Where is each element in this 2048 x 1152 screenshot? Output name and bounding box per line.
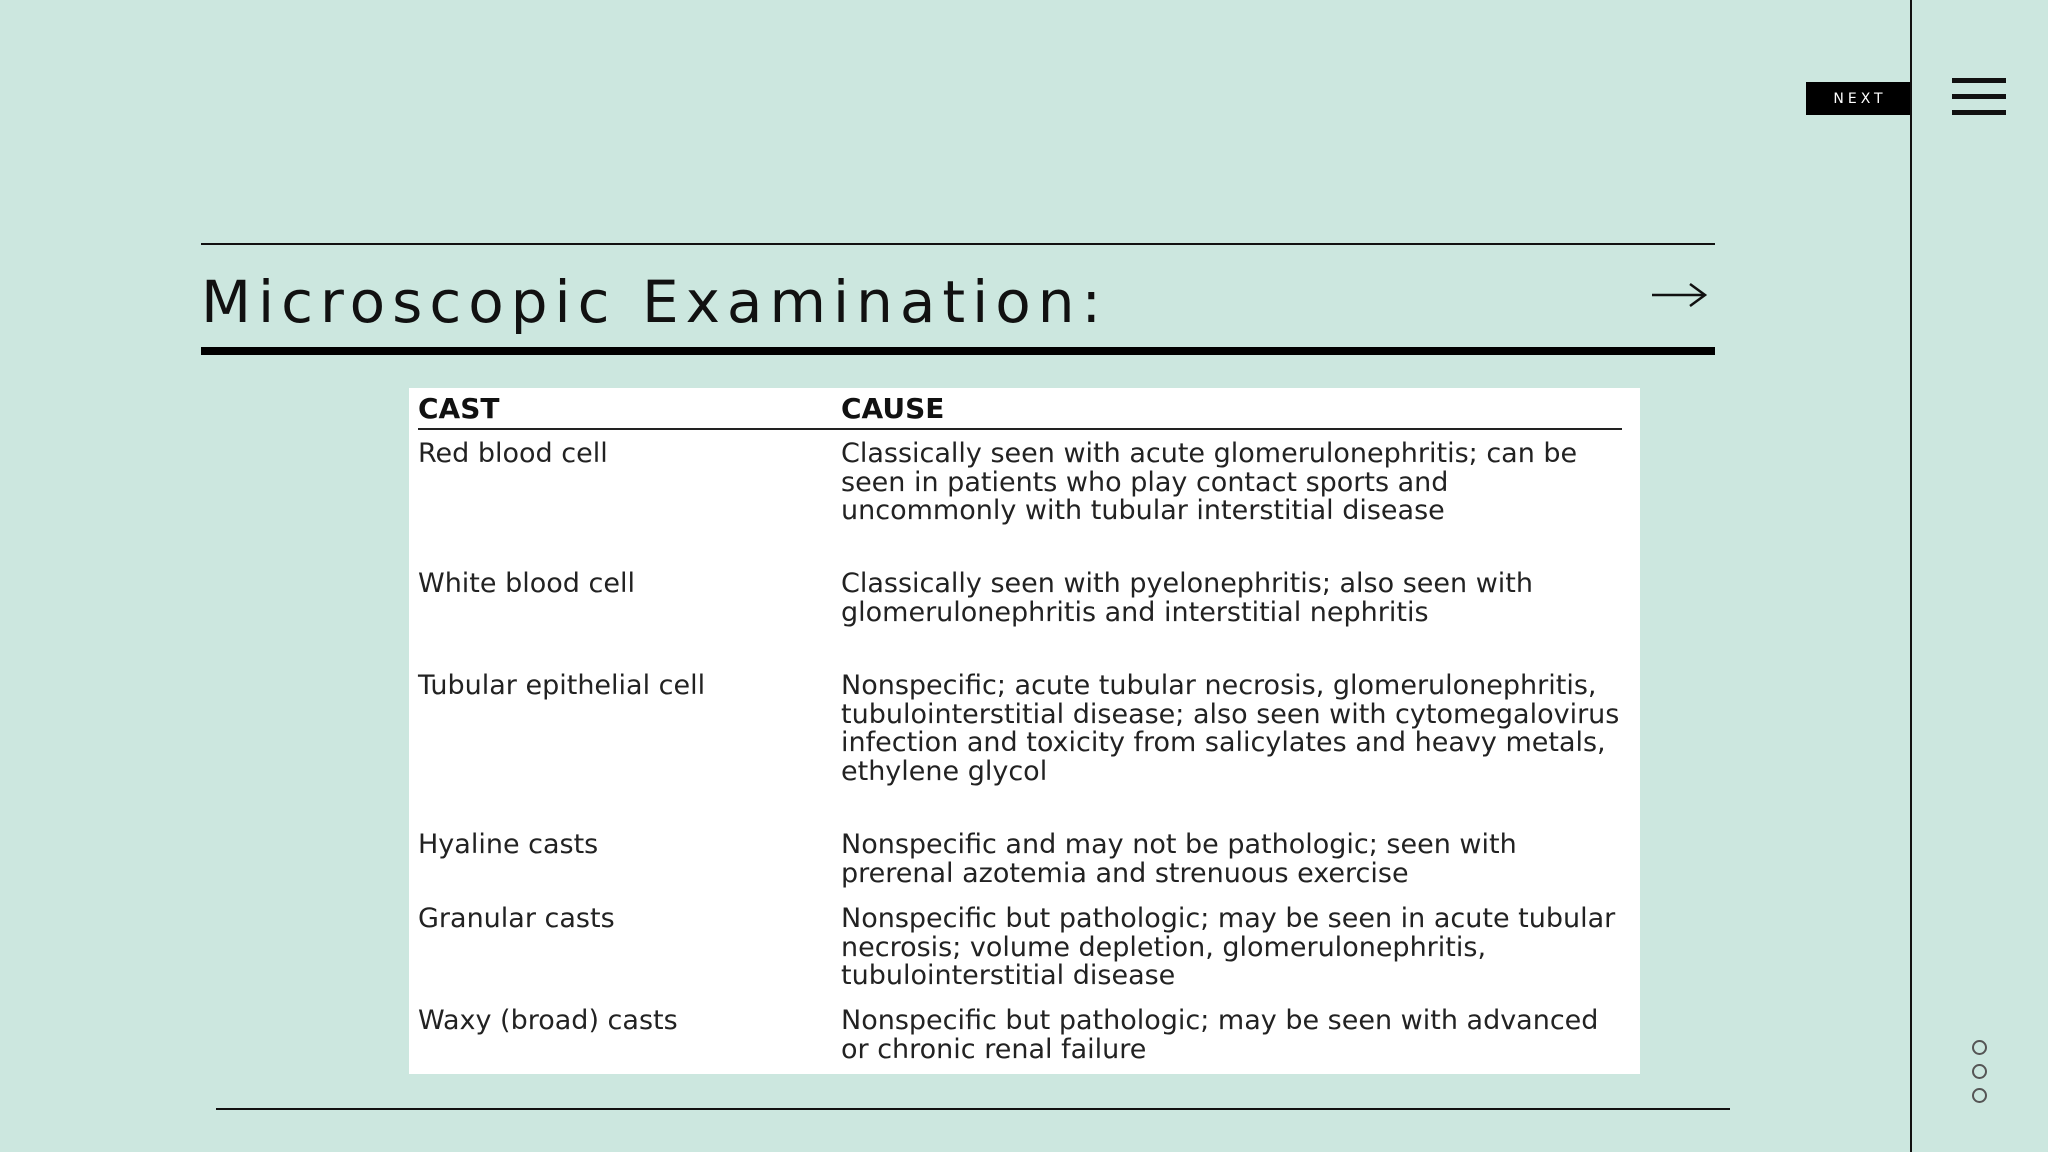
table-cell-cast: Hyaline casts bbox=[418, 829, 599, 860]
table-cell-cast: Tubular epithelial cell bbox=[418, 670, 706, 701]
bottom-rule bbox=[216, 1108, 1730, 1110]
table-cell-cause: Classically seen with acute glomerulonephritis; can be seen in patients who play contact sports and uncommonly with tubular interstitial disease bbox=[841, 438, 1578, 527]
table-header-cast: CAST bbox=[418, 392, 500, 425]
table-cell-cause: Nonspecific; acute tubular necrosis, glomerulonephritis, tubulointerstitial disease; also seen with cytomegalovirus infection and toxicity from salicylates and heavy metals, ethylene glycol bbox=[841, 670, 1620, 787]
table-cell-cast: Waxy (broad) casts bbox=[418, 1005, 678, 1036]
right-arrow-icon[interactable] bbox=[1650, 280, 1708, 310]
title-top-rule bbox=[201, 243, 1715, 245]
hamburger-menu-icon[interactable] bbox=[1952, 78, 2006, 116]
table-cell-cause: Nonspecific but pathologic; may be seen with advanced or chronic renal failure bbox=[841, 1005, 1599, 1065]
table-cell-cause: Nonspecific and may not be pathologic; seen with prerenal azotemia and strenuous exercise bbox=[841, 829, 1517, 889]
table-cell-cause: Classically seen with pyelonephritis; also seen with glomerulonephritis and interstitial nephritis bbox=[841, 568, 1533, 628]
slide-title: Microscopic Examination: bbox=[201, 268, 1109, 336]
table-header-rule bbox=[418, 428, 1622, 430]
vertical-divider bbox=[1910, 0, 1912, 1152]
next-button[interactable]: NEXT bbox=[1806, 82, 1910, 115]
slide-navigation-dot-icon[interactable] bbox=[1972, 1064, 1987, 1079]
table-cell-cause: Nonspecific but pathologic; may be seen in acute tubular necrosis; volume depletion, glomerulonephritis, tubulointerstitial disease bbox=[841, 903, 1616, 992]
cast-cause-table-image bbox=[409, 388, 1640, 1074]
table-header-cause: CAUSE bbox=[841, 392, 945, 425]
slide-navigation-dots bbox=[1972, 1040, 1992, 1112]
slide-navigation-dot-icon[interactable] bbox=[1972, 1040, 1987, 1055]
table-cell-cast: White blood cell bbox=[418, 568, 635, 599]
slide-navigation-dot-icon[interactable] bbox=[1972, 1088, 1987, 1103]
title-underline bbox=[201, 347, 1715, 355]
table-cell-cast: Granular casts bbox=[418, 903, 615, 934]
table-cell-cast: Red blood cell bbox=[418, 438, 608, 469]
